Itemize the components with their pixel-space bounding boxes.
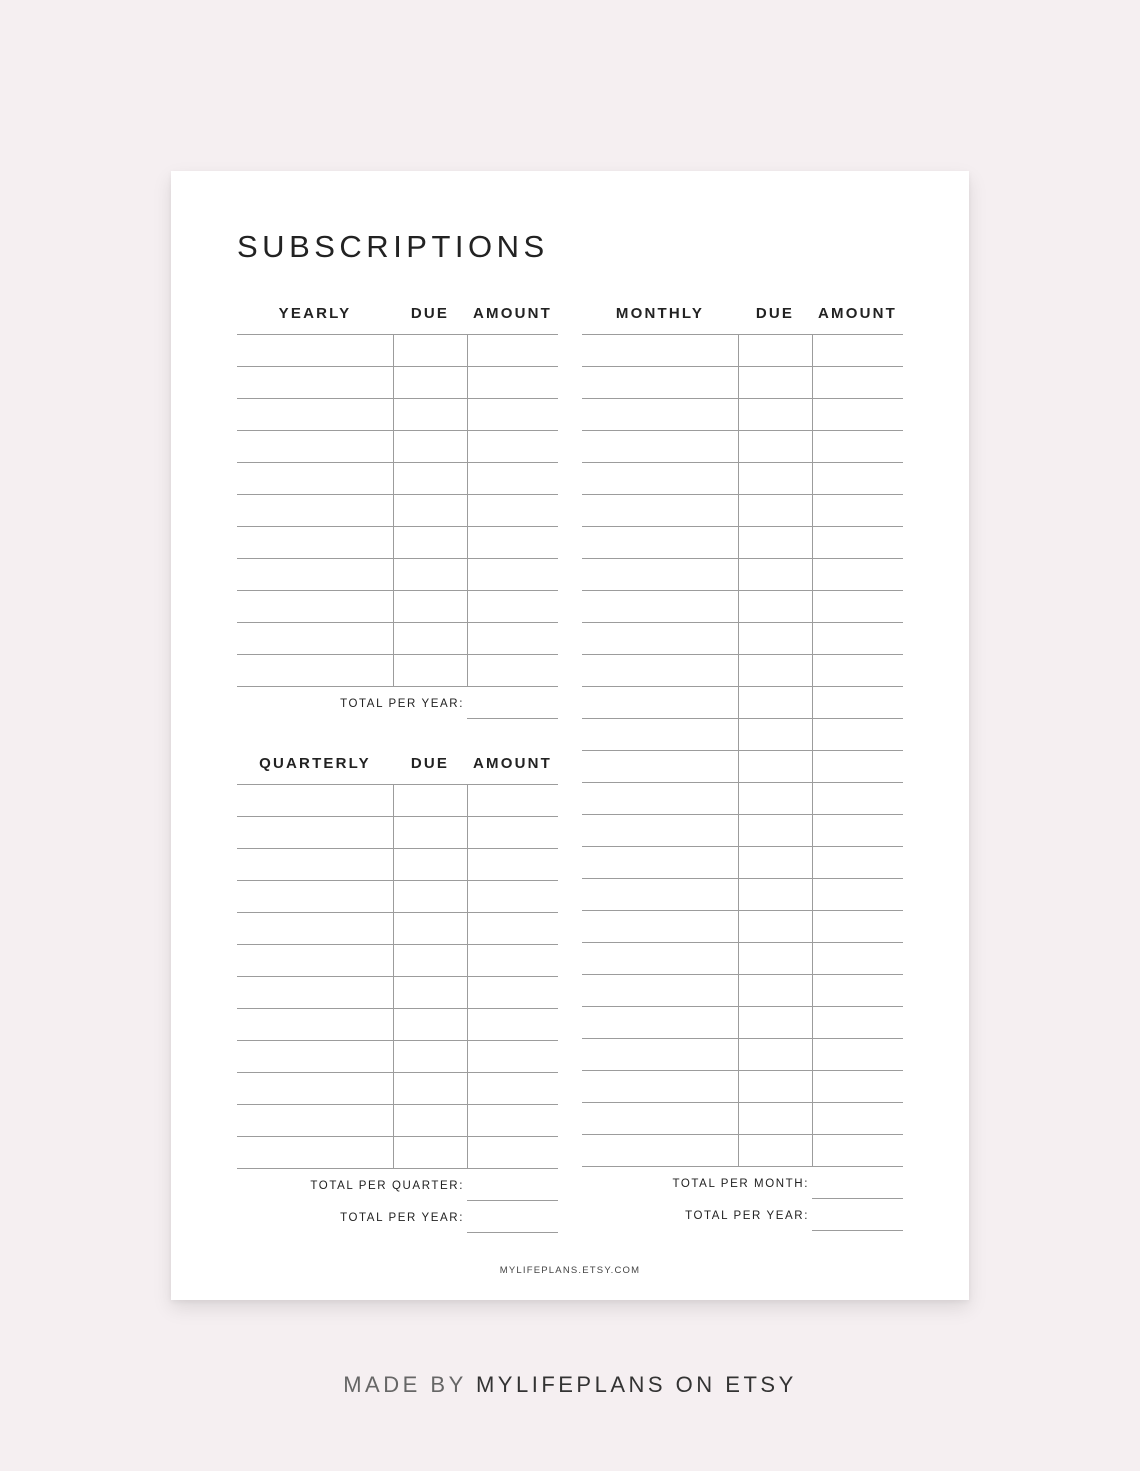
yearly-amount-cell[interactable] [468,623,558,654]
table-row [582,783,903,814]
monthly-due-cell[interactable] [739,815,812,846]
monthly-amount-cell[interactable] [813,527,903,558]
yearly-amount-cell[interactable] [468,655,558,686]
monthly-header-due: DUE [755,305,795,322]
table-row [582,1071,903,1102]
monthly-due-cell[interactable] [739,623,812,654]
quarterly-due-cell[interactable] [394,1073,467,1104]
planner-page [171,171,969,1300]
monthly-header-amount: AMOUNT [817,305,898,322]
monthly-total-label-1: TOTAL PER MONTH: [672,1178,809,1190]
table-row [582,719,903,750]
table-row [582,879,903,910]
yearly-due-cell[interactable] [394,367,467,398]
table-row [237,367,558,398]
yearly-amount-cell[interactable] [468,335,558,366]
monthly-name-cell[interactable] [582,591,738,622]
page-title: SUBSCRIPTIONS [237,229,549,264]
table-row [237,463,558,494]
monthly-amount-cell[interactable] [813,495,903,526]
table-row [582,591,903,622]
monthly-name-cell[interactable] [582,495,738,526]
monthly-due-cell[interactable] [739,1135,812,1166]
yearly-total-underline-1 [467,718,558,719]
monthly-due-cell[interactable] [739,463,812,494]
table-row [582,751,903,782]
monthly-due-cell[interactable] [739,847,812,878]
yearly-header-due: DUE [410,305,450,322]
yearly-name-cell[interactable] [237,367,393,398]
monthly-amount-cell[interactable] [813,751,903,782]
monthly-due-cell[interactable] [739,1039,812,1070]
yearly-due-cell[interactable] [394,559,467,590]
yearly-name-cell[interactable] [237,495,393,526]
table-row [237,623,558,654]
table-row [237,945,558,976]
monthly-due-cell[interactable] [739,687,812,718]
monthly-name-cell[interactable] [582,719,738,750]
monthly-due-cell[interactable] [739,367,812,398]
monthly-due-cell[interactable] [739,751,812,782]
quarterly-name-cell[interactable] [237,945,393,976]
yearly-due-cell[interactable] [394,431,467,462]
quarterly-name-cell[interactable] [237,881,393,912]
monthly-total-label-2: TOTAL PER YEAR: [685,1210,809,1222]
quarterly-amount-cell[interactable] [468,817,558,848]
quarterly-name-cell[interactable] [237,977,393,1008]
monthly-name-cell[interactable] [582,527,738,558]
quarterly-due-cell[interactable] [394,881,467,912]
monthly-name-cell[interactable] [582,1135,738,1166]
quarterly-amount-cell[interactable] [468,1009,558,1040]
yearly-total-label-1: TOTAL PER YEAR: [340,698,464,710]
quarterly-due-cell[interactable] [394,945,467,976]
monthly-amount-cell[interactable] [813,399,903,430]
table-row [237,881,558,912]
monthly-amount-cell[interactable] [813,591,903,622]
monthly-name-cell[interactable] [582,943,738,974]
quarterly-due-cell[interactable] [394,1009,467,1040]
monthly-name-cell[interactable] [582,623,738,654]
yearly-name-cell[interactable] [237,335,393,366]
monthly-amount-cell[interactable] [813,815,903,846]
monthly-column-divider-2 [812,334,813,1166]
yearly-header-name: YEARLY [278,305,352,322]
monthly-due-cell[interactable] [739,911,812,942]
monthly-column-divider-1 [738,334,739,1166]
yearly-name-cell[interactable] [237,655,393,686]
table-row [582,1007,903,1038]
yearly-amount-cell[interactable] [468,559,558,590]
quarterly-name-cell[interactable] [237,1041,393,1072]
yearly-column-divider-1 [393,334,394,686]
table-row [237,527,558,558]
monthly-due-cell[interactable] [739,1007,812,1038]
table-row [582,527,903,558]
monthly-due-cell[interactable] [739,879,812,910]
monthly-name-cell[interactable] [582,911,738,942]
quarterly-name-cell[interactable] [237,1105,393,1136]
yearly-amount-cell[interactable] [468,367,558,398]
yearly-name-cell[interactable] [237,431,393,462]
monthly-amount-cell[interactable] [813,943,903,974]
monthly-total-field-1[interactable] [813,1167,903,1198]
quarterly-name-cell[interactable] [237,1137,393,1168]
yearly-amount-cell[interactable] [468,431,558,462]
monthly-amount-cell[interactable] [813,559,903,590]
quarterly-due-cell[interactable] [394,913,467,944]
yearly-due-cell[interactable] [394,335,467,366]
table-row [582,815,903,846]
quarterly-due-cell[interactable] [394,849,467,880]
monthly-name-cell[interactable] [582,1071,738,1102]
table-row [582,399,903,430]
yearly-name-cell[interactable] [237,463,393,494]
monthly-amount-cell[interactable] [813,911,903,942]
yearly-amount-cell[interactable] [468,527,558,558]
quarterly-name-cell[interactable] [237,817,393,848]
quarterly-amount-cell[interactable] [468,945,558,976]
table-row [237,431,558,462]
monthly-amount-cell[interactable] [813,367,903,398]
quarterly-due-cell[interactable] [394,1137,467,1168]
yearly-due-cell[interactable] [394,623,467,654]
quarterly-amount-cell[interactable] [468,1137,558,1168]
monthly-name-cell[interactable] [582,847,738,878]
footer-url: MYLIFEPLANS.ETSY.COM [499,1265,641,1276]
table-row [582,1103,903,1134]
yearly-amount-cell[interactable] [468,495,558,526]
monthly-due-cell[interactable] [739,559,812,590]
quarterly-column-divider-2 [467,784,468,1168]
quarterly-amount-cell[interactable] [468,881,558,912]
quarterly-name-cell[interactable] [237,1073,393,1104]
monthly-name-cell[interactable] [582,335,738,366]
quarterly-header-amount: AMOUNT [472,755,553,772]
table-row [582,463,903,494]
quarterly-amount-cell[interactable] [468,1105,558,1136]
table-row [237,817,558,848]
monthly-due-cell[interactable] [739,495,812,526]
table-row [237,977,558,1008]
table-row [237,785,558,816]
monthly-due-cell[interactable] [739,719,812,750]
monthly-due-cell[interactable] [739,335,812,366]
monthly-amount-cell[interactable] [813,1007,903,1038]
monthly-due-cell[interactable] [739,655,812,686]
monthly-due-cell[interactable] [739,527,812,558]
monthly-total-underline-2 [812,1230,903,1231]
quarterly-name-cell[interactable] [237,1009,393,1040]
table-row [237,1073,558,1104]
monthly-name-cell[interactable] [582,463,738,494]
yearly-amount-cell[interactable] [468,591,558,622]
table-row [582,367,903,398]
quarterly-amount-cell[interactable] [468,913,558,944]
monthly-name-cell[interactable] [582,687,738,718]
table-row [582,431,903,462]
quarterly-amount-cell[interactable] [468,785,558,816]
quarterly-due-cell[interactable] [394,977,467,1008]
monthly-amount-cell[interactable] [813,687,903,718]
monthly-due-cell[interactable] [739,1071,812,1102]
yearly-due-cell[interactable] [394,591,467,622]
monthly-name-cell[interactable] [582,655,738,686]
yearly-amount-cell[interactable] [468,463,558,494]
quarterly-due-cell[interactable] [394,1041,467,1072]
quarterly-name-cell[interactable] [237,849,393,880]
quarterly-total-label-1: TOTAL PER QUARTER: [310,1180,464,1192]
monthly-name-cell[interactable] [582,367,738,398]
yearly-due-cell[interactable] [394,527,467,558]
table-row [237,591,558,622]
table-row [582,559,903,590]
table-row [582,1039,903,1070]
monthly-amount-cell[interactable] [813,975,903,1006]
quarterly-total-label-2: TOTAL PER YEAR: [340,1212,464,1224]
monthly-amount-cell[interactable] [813,783,903,814]
monthly-name-cell[interactable] [582,559,738,590]
yearly-name-cell[interactable] [237,559,393,590]
monthly-due-cell[interactable] [739,783,812,814]
monthly-amount-cell[interactable] [813,719,903,750]
yearly-due-cell[interactable] [394,463,467,494]
quarterly-header-name: QUARTERLY [259,755,371,772]
monthly-header-name: MONTHLY [615,305,705,322]
caption-prefix: MADE BY [343,1372,467,1397]
quarterly-total-field-1[interactable] [468,1169,558,1200]
monthly-amount-cell[interactable] [813,1103,903,1134]
monthly-amount-cell[interactable] [813,1071,903,1102]
table-row [237,1105,558,1136]
monthly-name-cell[interactable] [582,1039,738,1070]
quarterly-header-due: DUE [410,755,450,772]
table-row [237,495,558,526]
monthly-amount-cell[interactable] [813,847,903,878]
yearly-amount-cell[interactable] [468,399,558,430]
monthly-amount-cell[interactable] [813,335,903,366]
table-row [237,559,558,590]
table-row [582,1135,903,1166]
monthly-name-cell[interactable] [582,751,738,782]
yearly-due-cell[interactable] [394,495,467,526]
caption-brand: MYLIFEPLANS ON ETSY [475,1372,797,1397]
yearly-due-cell[interactable] [394,655,467,686]
yearly-header-amount: AMOUNT [472,305,553,322]
table-row [237,1137,558,1168]
monthly-due-cell[interactable] [739,431,812,462]
table-row [237,335,558,366]
yearly-name-cell[interactable] [237,623,393,654]
monthly-due-cell[interactable] [739,399,812,430]
yearly-name-cell[interactable] [237,527,393,558]
table-row [582,623,903,654]
monthly-due-cell[interactable] [739,591,812,622]
yearly-name-cell[interactable] [237,399,393,430]
table-row [582,655,903,686]
monthly-amount-cell[interactable] [813,1039,903,1070]
table-row [582,975,903,1006]
quarterly-name-cell[interactable] [237,913,393,944]
table-row [237,913,558,944]
monthly-name-cell[interactable] [582,399,738,430]
monthly-name-cell[interactable] [582,975,738,1006]
monthly-amount-cell[interactable] [813,623,903,654]
caption [0,1372,1140,1398]
monthly-amount-cell[interactable] [813,431,903,462]
monthly-due-cell[interactable] [739,943,812,974]
quarterly-amount-cell[interactable] [468,977,558,1008]
quarterly-amount-cell[interactable] [468,1041,558,1072]
monthly-name-cell[interactable] [582,431,738,462]
table-row [582,495,903,526]
yearly-column-divider-2 [467,334,468,686]
table-row [237,655,558,686]
monthly-name-cell[interactable] [582,1103,738,1134]
quarterly-amount-cell[interactable] [468,849,558,880]
table-row [582,335,903,366]
monthly-name-cell[interactable] [582,1007,738,1038]
table-row [237,1009,558,1040]
monthly-due-cell[interactable] [739,1103,812,1134]
monthly-amount-cell[interactable] [813,879,903,910]
monthly-name-cell[interactable] [582,783,738,814]
quarterly-due-cell[interactable] [394,817,467,848]
quarterly-total-field-2[interactable] [468,1201,558,1232]
table-row [582,911,903,942]
table-row [237,1041,558,1072]
table-row [237,849,558,880]
table-row [582,847,903,878]
yearly-due-cell[interactable] [394,399,467,430]
monthly-amount-cell[interactable] [813,655,903,686]
monthly-name-cell[interactable] [582,879,738,910]
monthly-amount-cell[interactable] [813,1135,903,1166]
monthly-name-cell[interactable] [582,815,738,846]
monthly-amount-cell[interactable] [813,463,903,494]
monthly-due-cell[interactable] [739,975,812,1006]
quarterly-name-cell[interactable] [237,785,393,816]
quarterly-total-underline-2 [467,1232,558,1233]
table-row [582,943,903,974]
quarterly-column-divider-1 [393,784,394,1168]
quarterly-amount-cell[interactable] [468,1073,558,1104]
quarterly-due-cell[interactable] [394,785,467,816]
table-row [237,399,558,430]
monthly-total-field-2[interactable] [813,1199,903,1230]
yearly-total-field-1[interactable] [468,687,558,718]
quarterly-due-cell[interactable] [394,1105,467,1136]
table-row [582,687,903,718]
yearly-name-cell[interactable] [237,591,393,622]
